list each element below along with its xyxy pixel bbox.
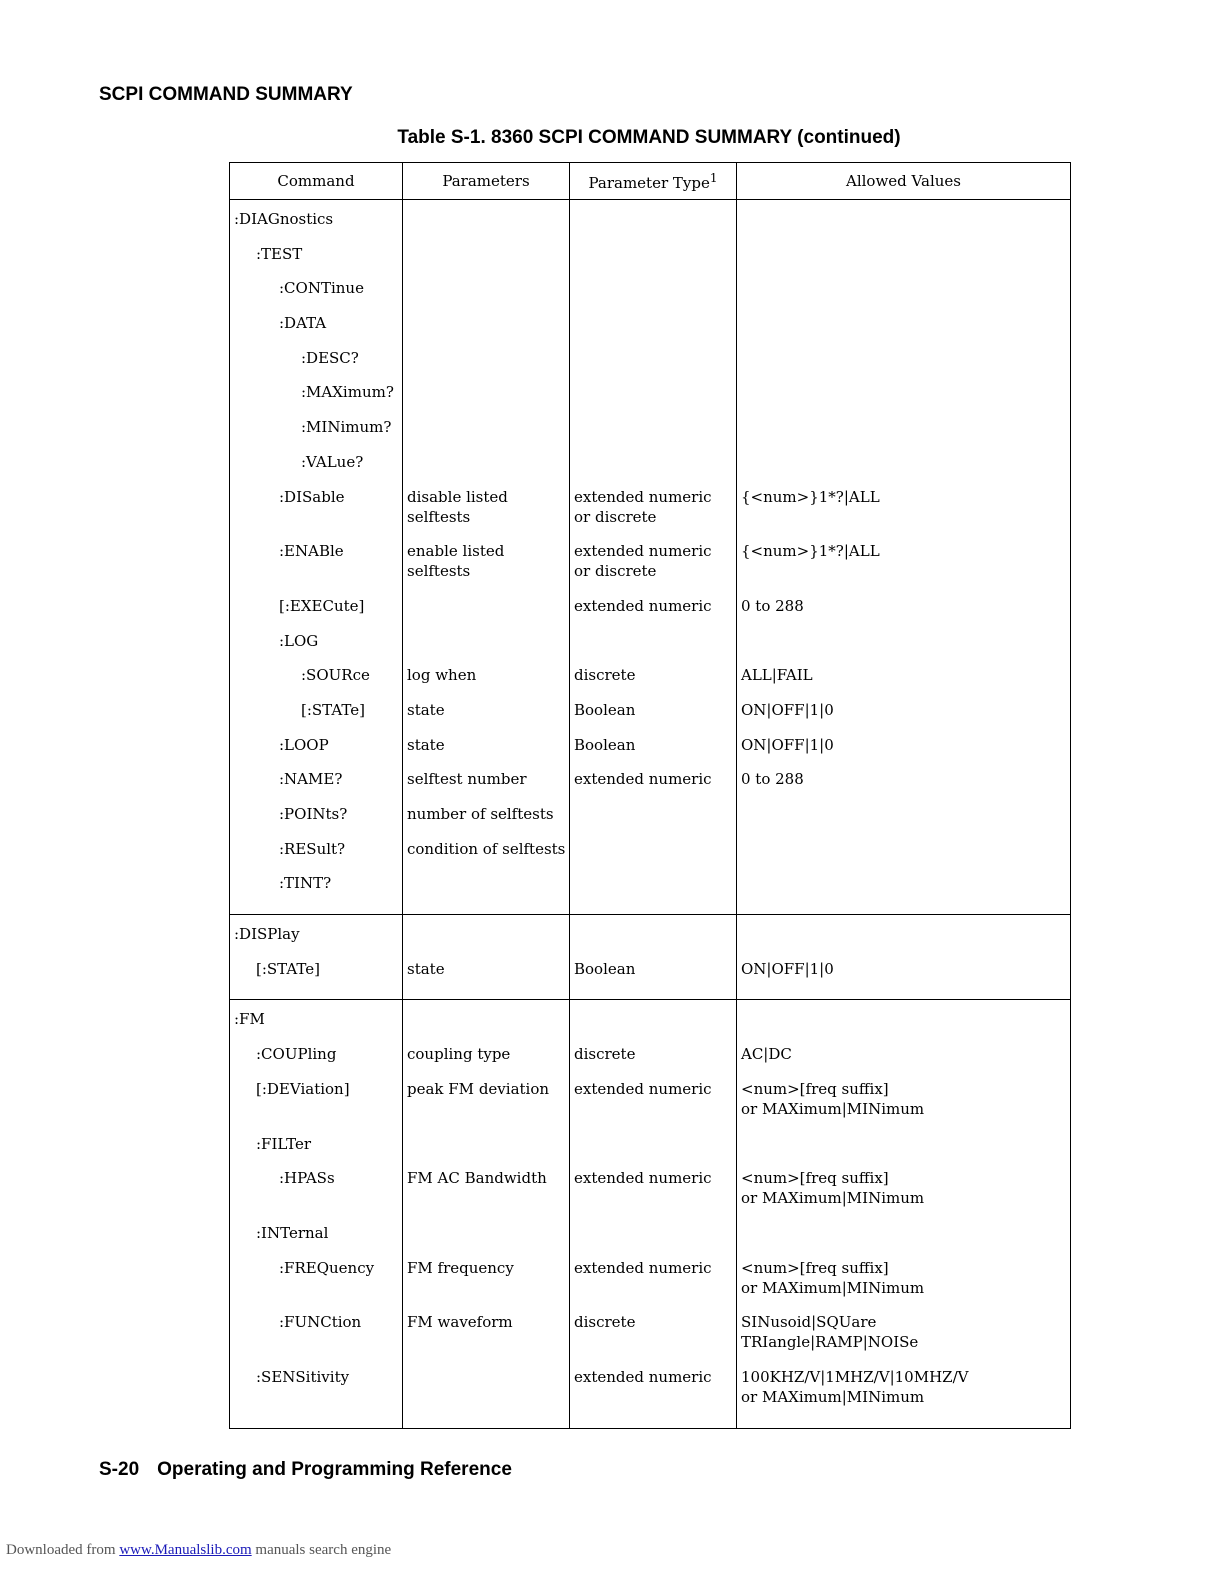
table-row [230, 1258, 1071, 1313]
parameter-type-cell: extended numeric [570, 769, 737, 804]
parameter-type-cell [570, 278, 737, 313]
table-row [230, 839, 1071, 874]
parameters-cell: FM AC Bandwidth [403, 1168, 570, 1223]
parameter-type-cell [570, 452, 737, 487]
allowed-values-cell [737, 1000, 1071, 1044]
command-cell: :INTernal [230, 1223, 403, 1258]
table-row [230, 1079, 1071, 1134]
table-header-row [230, 163, 1071, 200]
allowed-values-cell: ALL|FAIL [737, 665, 1071, 700]
parameter-type-cell [570, 244, 737, 279]
parameters-cell: disable listed selftests [403, 487, 570, 542]
parameter-type-cell [570, 839, 737, 874]
table-row [230, 873, 1071, 914]
command-cell: :LOOP [230, 735, 403, 770]
allowed-values-cell: AC|DC [737, 1044, 1071, 1079]
parameter-type-cell: Boolean [570, 700, 737, 735]
parameters-cell [403, 417, 570, 452]
command-summary-table [229, 162, 1071, 1429]
parameter-type-cell: extended numeric [570, 1079, 737, 1134]
table-row [230, 382, 1071, 417]
parameters-cell [403, 915, 570, 959]
allowed-values-cell [737, 200, 1071, 244]
col-header-parameter-type-label: Parameter Type [588, 173, 710, 192]
command-cell: [:DEViation] [230, 1079, 403, 1134]
parameter-type-cell: extended numeric [570, 1367, 737, 1428]
command-cell: :DATA [230, 313, 403, 348]
table-row [230, 596, 1071, 631]
table-row [230, 1168, 1071, 1223]
table-row [230, 487, 1071, 542]
table-row [230, 1134, 1071, 1169]
command-cell: :MINimum? [230, 417, 403, 452]
table-row [230, 1000, 1071, 1044]
allowed-values-cell [737, 915, 1071, 959]
parameter-type-cell [570, 1000, 737, 1044]
allowed-values-cell: ON|OFF|1|0 [737, 959, 1071, 1000]
table-row [230, 1044, 1071, 1079]
command-cell: [:EXECute] [230, 596, 403, 631]
parameters-cell: state [403, 700, 570, 735]
parameters-cell [403, 631, 570, 666]
command-cell: :NAME? [230, 769, 403, 804]
command-cell: :POINts? [230, 804, 403, 839]
section-header: SCPI COMMAND SUMMARY [99, 84, 353, 105]
page-footer [99, 1459, 512, 1481]
allowed-values-cell: ON|OFF|1|0 [737, 700, 1071, 735]
parameters-cell [403, 873, 570, 914]
parameters-cell: state [403, 735, 570, 770]
command-cell: :VALue? [230, 452, 403, 487]
parameter-type-cell: discrete [570, 1312, 737, 1367]
manualslib-link[interactable]: www.Manualslib.com [119, 1542, 252, 1558]
command-cell: :DIAGnostics [230, 200, 403, 244]
parameter-type-cell [570, 382, 737, 417]
command-cell: :MAXimum? [230, 382, 403, 417]
command-cell: [:STATe] [230, 959, 403, 1000]
parameters-cell [403, 278, 570, 313]
allowed-values-cell [737, 804, 1071, 839]
parameter-type-cell: extended numeric [570, 1168, 737, 1223]
allowed-values-cell [737, 313, 1071, 348]
parameter-type-cell [570, 631, 737, 666]
allowed-values-cell [737, 278, 1071, 313]
table-row [230, 959, 1071, 1000]
parameters-cell [403, 313, 570, 348]
command-group [230, 1000, 1071, 1428]
allowed-values-cell [737, 348, 1071, 383]
allowed-values-cell [737, 382, 1071, 417]
allowed-values-cell: 0 to 288 [737, 769, 1071, 804]
command-cell: :TEST [230, 244, 403, 279]
parameters-cell [403, 200, 570, 244]
allowed-values-cell: {<num>}1*?|ALL [737, 541, 1071, 596]
col-header-allowed-values: Allowed Values [737, 163, 1071, 200]
command-cell: :FUNCtion [230, 1312, 403, 1367]
allowed-values-cell [737, 839, 1071, 874]
allowed-values-cell: <num>[freq suffix] or MAXimum|MINimum [737, 1079, 1071, 1134]
download-prefix: Downloaded from [6, 1542, 116, 1558]
command-cell: :DESC? [230, 348, 403, 383]
parameters-cell: selftest number [403, 769, 570, 804]
command-cell: :ENABle [230, 541, 403, 596]
command-group [230, 200, 1071, 915]
parameters-cell: FM waveform [403, 1312, 570, 1367]
parameters-cell: coupling type [403, 1044, 570, 1079]
table-row [230, 1367, 1071, 1428]
parameter-type-cell [570, 1134, 737, 1169]
command-cell: :LOG [230, 631, 403, 666]
parameters-cell: log when [403, 665, 570, 700]
allowed-values-cell: <num>[freq suffix] or MAXimum|MINimum [737, 1168, 1071, 1223]
table-row [230, 665, 1071, 700]
footer-title: Operating and Programming Reference [157, 1459, 512, 1480]
parameters-cell [403, 244, 570, 279]
allowed-values-cell [737, 1223, 1071, 1258]
table-row [230, 417, 1071, 452]
allowed-values-cell [737, 244, 1071, 279]
allowed-values-cell [737, 1134, 1071, 1169]
allowed-values-cell: 100KHZ/V|1MHZ/V|10MHZ/V or MAXimum|MINimum [737, 1367, 1071, 1428]
command-cell: :SENSitivity [230, 1367, 403, 1428]
table-row [230, 804, 1071, 839]
parameter-type-cell: extended numeric or discrete [570, 487, 737, 542]
table-row [230, 244, 1071, 279]
parameter-type-cell: discrete [570, 665, 737, 700]
table-row [230, 278, 1071, 313]
parameter-type-cell [570, 200, 737, 244]
parameters-cell [403, 596, 570, 631]
allowed-values-cell: <num>[freq suffix] or MAXimum|MINimum [737, 1258, 1071, 1313]
table-row [230, 769, 1071, 804]
allowed-values-cell: SINusoid|SQUare TRIangle|RAMP|NOISe [737, 1312, 1071, 1367]
parameters-cell: FM frequency [403, 1258, 570, 1313]
command-cell: :TINT? [230, 873, 403, 914]
col-header-parameter-type [570, 163, 737, 200]
parameter-type-cell: discrete [570, 1044, 737, 1079]
allowed-values-cell [737, 631, 1071, 666]
allowed-values-cell: 0 to 288 [737, 596, 1071, 631]
command-cell: :FM [230, 1000, 403, 1044]
parameters-cell [403, 1000, 570, 1044]
col-header-parameters: Parameters [403, 163, 570, 200]
parameters-cell: state [403, 959, 570, 1000]
parameters-cell [403, 452, 570, 487]
parameter-type-cell [570, 804, 737, 839]
table-row [230, 200, 1071, 244]
parameter-type-cell [570, 873, 737, 914]
command-cell: :SOURce [230, 665, 403, 700]
table-title: Table S-1. 8360 SCPI COMMAND SUMMARY (continued) [397, 127, 901, 148]
table-row [230, 735, 1071, 770]
table-row [230, 631, 1071, 666]
table-row [230, 348, 1071, 383]
command-cell: :RESult? [230, 839, 403, 874]
parameter-type-cell [570, 313, 737, 348]
download-note [6, 1542, 391, 1559]
allowed-values-cell [737, 452, 1071, 487]
table-row [230, 1223, 1071, 1258]
parameter-type-cell [570, 1223, 737, 1258]
page-number: S-20 [99, 1459, 140, 1480]
command-cell: :DISPlay [230, 915, 403, 959]
parameter-type-cell: extended numeric [570, 1258, 737, 1313]
parameter-type-cell: extended numeric [570, 596, 737, 631]
col-header-command: Command [230, 163, 403, 200]
parameter-type-cell: extended numeric or discrete [570, 541, 737, 596]
table-row [230, 452, 1071, 487]
parameters-cell [403, 382, 570, 417]
parameters-cell [403, 1367, 570, 1428]
allowed-values-cell [737, 417, 1071, 452]
parameter-type-cell [570, 417, 737, 452]
parameters-cell: peak FM deviation [403, 1079, 570, 1134]
parameter-type-cell: Boolean [570, 735, 737, 770]
allowed-values-cell: ON|OFF|1|0 [737, 735, 1071, 770]
command-cell: :HPASs [230, 1168, 403, 1223]
table-row [230, 541, 1071, 596]
table-row [230, 1312, 1071, 1367]
parameter-type-cell: Boolean [570, 959, 737, 1000]
command-cell: :CONTinue [230, 278, 403, 313]
allowed-values-cell [737, 873, 1071, 914]
command-cell: [:STATe] [230, 700, 403, 735]
command-cell: :FILTer [230, 1134, 403, 1169]
parameters-cell [403, 1223, 570, 1258]
parameters-cell: enable listed selftests [403, 541, 570, 596]
parameter-type-cell [570, 915, 737, 959]
parameters-cell [403, 348, 570, 383]
allowed-values-cell: {<num>}1*?|ALL [737, 487, 1071, 542]
parameter-type-cell [570, 348, 737, 383]
parameters-cell: number of selftests [403, 804, 570, 839]
command-cell: :FREQuency [230, 1258, 403, 1313]
download-suffix: manuals search engine [255, 1542, 392, 1558]
table-row [230, 313, 1071, 348]
command-cell: :DISable [230, 487, 403, 542]
parameters-cell: condition of selftests [403, 839, 570, 874]
command-group [230, 915, 1071, 1000]
parameters-cell [403, 1134, 570, 1169]
table-row [230, 915, 1071, 959]
table-row [230, 700, 1071, 735]
footnote-marker: 1 [709, 170, 718, 185]
command-cell: :COUPling [230, 1044, 403, 1079]
